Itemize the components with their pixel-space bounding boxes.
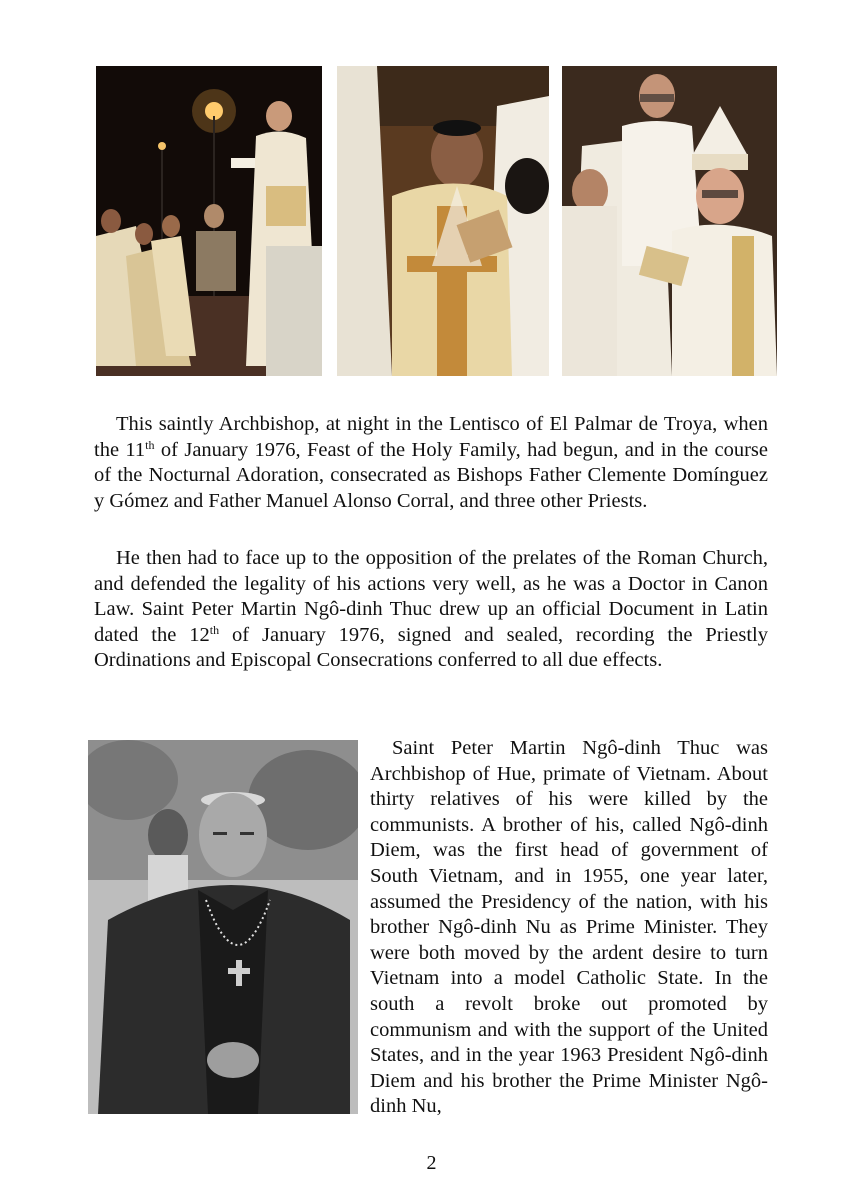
consecration-photo — [337, 66, 549, 376]
page-number: 2 — [426, 1152, 437, 1174]
body-paragraph-3: Saint Peter Martin Ngô-dinh Thuc was Archbishop of Hue, primate of Vietnam. About thirty relatives of his were killed by the communists. A brother of his, called Ngô-dinh Diem, was the first head of government of South Vietnam, and in 1955, one year later, assumed the Presidency of the nation, with his brother Ngô-dinh Nu as Prime Minister. They were both moved by the ardent desire to turn Vietnam into a model Catholic State. In the south a revolt broke out promoted by communism and with the support of the United States, and in the year 1963 President Ngô-dinh Diem and his brother the Prime Minister Ngô-dinh Nu, — [370, 737, 768, 1118]
archbishop-mitre-photo — [562, 66, 777, 376]
body-paragraph-2: He then had to face up to the opposition of the prelates of the Roman Church, and defended the legality of his actions very well, as he was a Doctor in Canon Law. Saint Peter Martin Ngô-dinh Thuc drew up an official Document in Latin dated the 12th of January 1976, signed and sealed, recording the Priestly Ordinations and Episcopal Consecrations conferred to all due effects. — [94, 547, 768, 672]
body-paragraph-1: This saintly Archbishop, at night in the Lentisco of El Palmar de Troya, when the 11th of January 1976, Feast of the Holy Family, had begun, and in the course of the Nocturnal Adoration, consecrated as Bishops Father Clemente Domínguez y Gómez and Father Manuel Alonso Corral, and three other Priests. — [94, 413, 768, 512]
night-ceremony-photo — [96, 66, 322, 376]
archbishop-portrait-photo — [88, 740, 358, 1114]
